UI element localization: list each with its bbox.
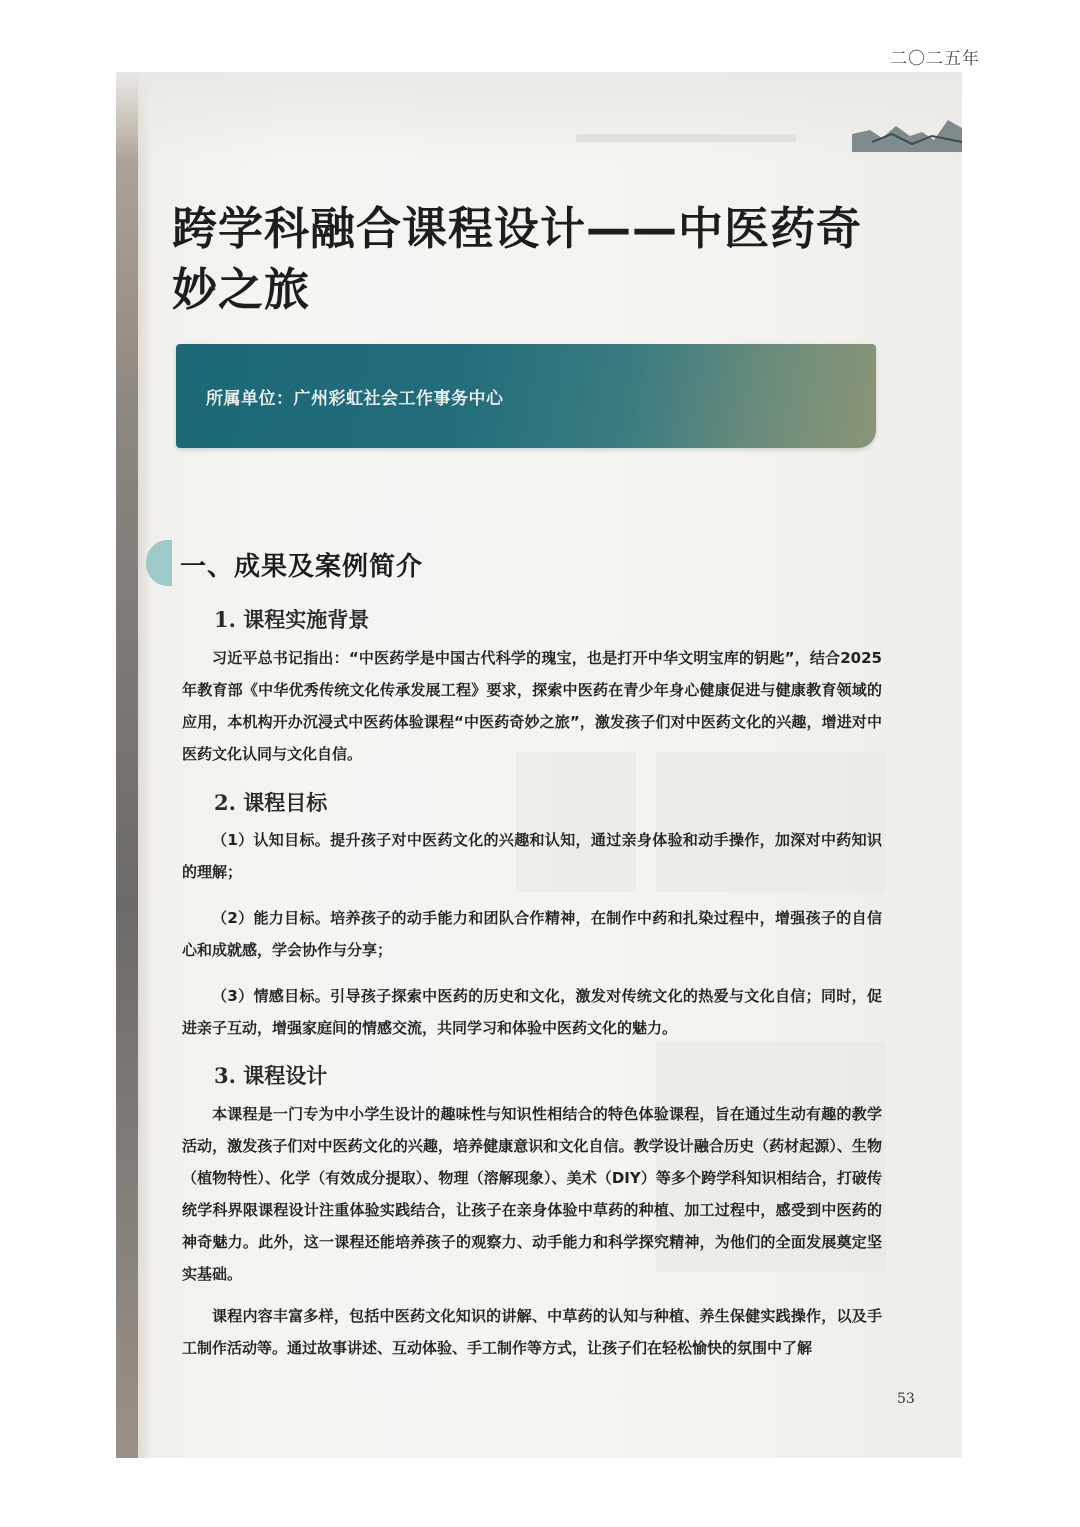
- affiliation-banner: [176, 344, 876, 448]
- goal-cognitive: （1）认知目标。提升孩子对中医药文化的兴趣和认知，通过亲身体验和动手操作，加深对中药知识的理解；: [182, 831, 882, 881]
- design-paragraph-1: 本课程是一门专为中小学生设计的趣味性与知识性相结合的特色体验课程，旨在通过生动有趣的教学活动，激发孩子们对中医药文化的兴趣，培养健康意识和文化自信。教学设计融合历史（药材起源）、生物（植物特性）、化学（有效成分提取）、物理（溶解现象）、美术（DIY）等多个跨学科知识相结合，打破传统学科界限课程设计注重体验实践结合，让孩子在亲身体验中草药的种植、加工过程中，感受到中医药的神奇魅力。此外，这一课程还能培养孩子的观察力、动手能力和科学探究精神，为他们的全面发展奠定坚实基础。: [182, 1105, 882, 1283]
- article-title: 跨学科融合课程设计——中医药奇妙之旅: [172, 202, 863, 316]
- page-header: [116, 72, 962, 162]
- year-label: 二〇二五年: [890, 49, 980, 69]
- background-paragraph: 习近平总书记指出：“中医药学是中国古代科学的瑰宝，也是打开中华文明宝库的钥匙”，结合2025 年教育部《中华优秀传统文化传承发展工程》要求，探索中医药在青少年身心健康促进与健康教育领域的应用，本机构开办沉浸式中医药体验课程“中医药奇妙之旅”，激发孩子们对中医药文化的兴趣，增进对中医药文化认同与文化自信。: [182, 649, 882, 763]
- book-spine: [116, 72, 138, 1458]
- subsection-heading-goals: 2. 课程目标: [214, 790, 328, 815]
- subsection-heading-background: 1. 课程实施背景: [214, 607, 370, 632]
- affiliation-text: 所属单位：广州彩虹社会工作事务中心: [206, 389, 504, 409]
- subsection-heading-design: 3. 课程设计: [214, 1063, 328, 1088]
- design-paragraph-2: 课程内容丰富多样，包括中医药文化知识的讲解、中草药的认知与种植、养生保健实践操作，以及手工制作活动等。通过故事讲述、互动体验、手工制作等方式，让孩子们在轻松愉快的氛围中了解: [182, 1307, 882, 1357]
- section-heading: 一、成果及案例简介: [180, 552, 424, 582]
- mountain-decoration-icon: [852, 112, 962, 152]
- page-number: 53: [897, 1391, 915, 1407]
- goal-ability: （2）能力目标。培养孩子的动手能力和团队合作精神，在制作中药和扎染过程中，增强孩子的自信心和成就感，学会协作与分享；: [182, 909, 882, 959]
- spine-shadow: [138, 72, 152, 1458]
- goal-emotional: （3）情感目标。引导孩子探索中医药的历史和文化，激发对传统文化的热爱与文化自信；同时，促进亲子互动，增强家庭间的情感交流，共同学习和体验中医药文化的魅力。: [182, 987, 882, 1037]
- bleed-through-text: [576, 134, 796, 142]
